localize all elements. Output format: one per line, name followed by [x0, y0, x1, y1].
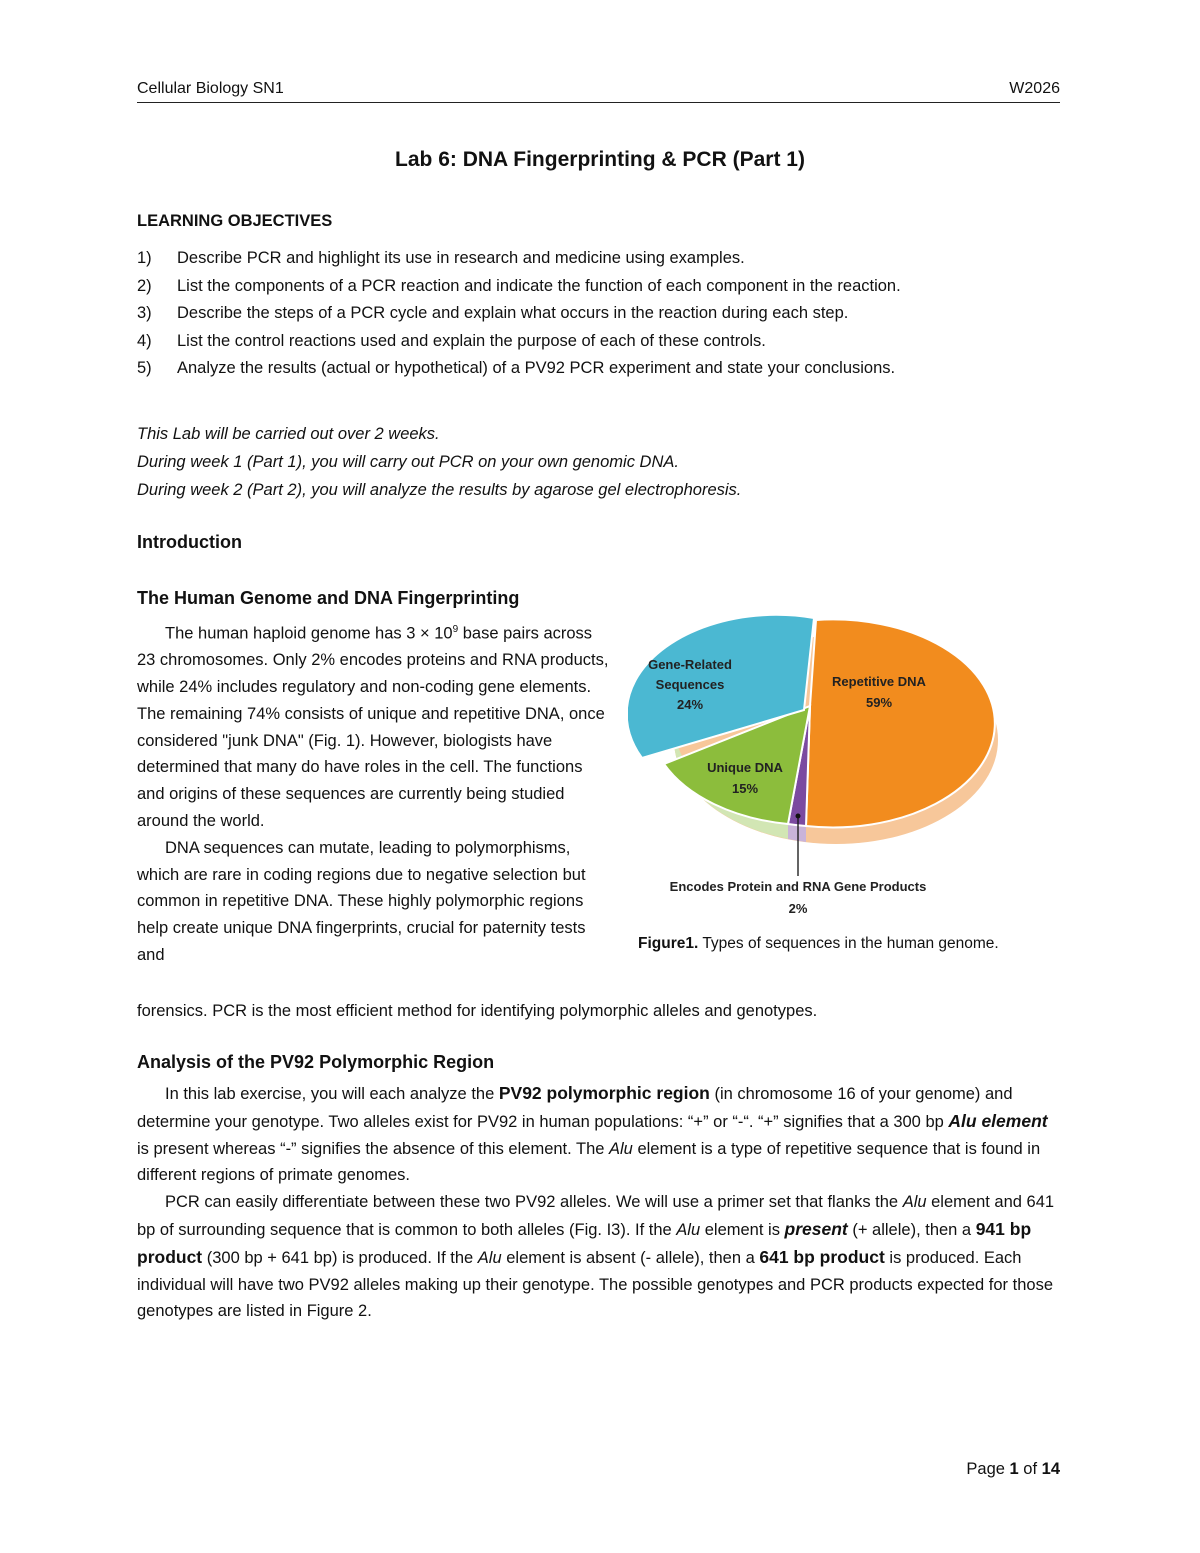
pv92-paragraph: [137, 1080, 1062, 1325]
pie-top: [628, 615, 995, 828]
value-encodes: 2%: [788, 901, 808, 916]
note-line: During week 1 (Part 1), you will carry out PCR on your own genomic DNA.: [137, 453, 679, 471]
label-encodes: Encodes Protein and RNA Gene Products: [669, 879, 927, 894]
paragraph-1: The human haploid genome has $3 \times 10^9$ base pairs across 23 chromosomes. Only 2% encodes proteins and RNA products, while 24% includes regulatory and non-coding gene elements. The remaining 74% consists of unique and repetitive DNA, once considered "junk DNA" (Fig. 1). However, biologists have determined that many do have roles in the cell. The functions and origins of these sequences are currently being studied around the world.: [137, 624, 609, 831]
note-line: This Lab will be carried out over 2 weeks.: [137, 425, 440, 443]
pie-chart: [628, 606, 1048, 926]
genome-pie-figure: [628, 606, 1048, 926]
figure-caption: Figure1. Types of sequences in the human genome.: [638, 935, 999, 952]
label-gene-related: Gene-Related: [648, 657, 732, 672]
pv92-paragraph-2: PCR can easily differentiate between these two PV92 alleles. We will use a primer set that flanks the Alu element and 641 bp of surrounding sequence that is common to both alleles (Fig. I3). If the Alu element is present (+ allele), then a 941 bp product (300 bp + 641 bp) is produced. If the Alu element is absent (- allele), then a 641 bp product is produced. Each individual will have two PV92 alleles making up their genotype. The possible genotypes and PCR products expected for those genotypes are listed in Figure 2.: [137, 1193, 1055, 1321]
paragraph-2: DNA sequences can mutate, leading to polymorphisms, which are rare in coding regions due to negative selection but common in repetitive DNA. These highly polymorphic regions help create unique DNA fingerprints, crucial for paternity tests and: [137, 838, 586, 965]
note-line: During week 2 (Part 2), you will analyze the results by agarose gel electrophoresis.: [137, 481, 742, 499]
page-title: Lab 6: DNA Fingerprinting & PCR (Part 1): [395, 148, 805, 171]
list-item: 1) Describe PCR and highlight its use in research and medicine using examples.: [137, 249, 745, 267]
page-number: Page 1 of 14: [966, 1460, 1060, 1478]
list-item: 5) Analyze the results (actual or hypothetical) of a PV92 PCR experiment and state your conclusions.: [137, 359, 896, 377]
label-gene-related-2: Sequences: [655, 677, 725, 692]
leader-dot: [796, 814, 801, 819]
term-code: W2026: [1009, 80, 1060, 97]
pv92-heading: Analysis of the PV92 Polymorphic Region: [137, 1052, 495, 1072]
value-unique-dna: 15%: [731, 781, 759, 796]
schedule-notes: [137, 420, 741, 504]
paragraph-2-end: forensics. PCR is the most efficient method for identifying polymorphic alleles and genotypes.: [137, 1002, 818, 1020]
list-item: 4) List the control reactions used and explain the purpose of each of these controls.: [137, 331, 766, 350]
introduction-heading: Introduction: [137, 532, 242, 552]
genome-subheading: The Human Genome and DNA Fingerprinting: [137, 588, 520, 608]
list-item: 3) Describe the steps of a PCR cycle and explain what occurs in the reaction during each step.: [137, 304, 849, 322]
genome-paragraph: [137, 617, 612, 969]
objectives-list: [137, 245, 1077, 383]
objectives-heading: LEARNING OBJECTIVES: [137, 212, 333, 230]
value-repetitive-dna: 59%: [865, 695, 893, 710]
label-unique-dna: Unique DNA: [707, 760, 783, 775]
value-gene-related: 24%: [676, 697, 704, 712]
course-name: Cellular Biology SN1: [137, 80, 284, 97]
pv92-paragraph-1: In this lab exercise, you will each analyze the PV92 polymorphic region (in chromosome 16 of your genome) and determine your genotype. Two alleles exist for PV92 in human populations: “+” or “-“. “+” signifies that a 300 bp Alu element is present whereas “-” signifies the absence of this element. The Alu element is a type of repetitive sequence that is found in different regions of primate genomes.: [137, 1083, 1048, 1185]
list-item: 2) List the components of a PCR reaction and indicate the function of each component in the reaction.: [137, 276, 901, 295]
page-header: [137, 80, 1060, 103]
label-repetitive-dna: Repetitive DNA: [832, 674, 926, 689]
